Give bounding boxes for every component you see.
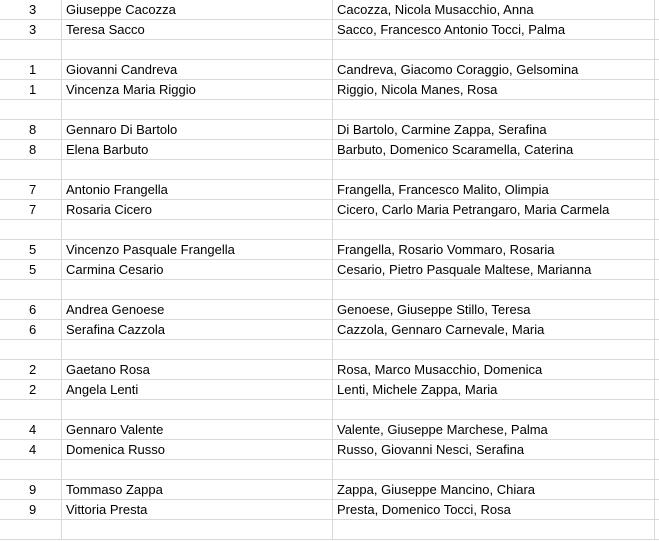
cell-name[interactable]: Carmina Cesario	[62, 260, 333, 279]
cell-number[interactable]	[0, 340, 62, 359]
cell-number[interactable]: 4	[0, 440, 62, 459]
cell-number[interactable]	[0, 160, 62, 179]
cell-parents[interactable]	[333, 400, 655, 419]
cell-number[interactable]: 5	[0, 240, 62, 259]
table-row	[0, 260, 659, 280]
table-row	[0, 20, 659, 40]
table-row	[0, 240, 659, 260]
table-row	[0, 460, 659, 480]
table-row	[0, 60, 659, 80]
cell-name[interactable]: Gennaro Valente	[62, 420, 333, 439]
table-row	[0, 180, 659, 200]
cell-parents[interactable]	[333, 100, 655, 119]
cell-number[interactable]	[0, 520, 62, 539]
cell-name[interactable]: Vincenza Maria Riggio	[62, 80, 333, 99]
table-row	[0, 380, 659, 400]
cell-name[interactable]: Antonio Frangella	[62, 180, 333, 199]
cell-name[interactable]: Giovanni Candreva	[62, 60, 333, 79]
cell-name[interactable]	[62, 160, 333, 179]
cell-name[interactable]: Vittoria Presta	[62, 500, 333, 519]
table-row	[0, 520, 659, 540]
cell-parents[interactable]	[333, 280, 655, 299]
cell-number[interactable]	[0, 100, 62, 119]
cell-parents[interactable]: Cacozza, Nicola Musacchio, Anna	[333, 0, 655, 19]
cell-parents[interactable]: Cicero, Carlo Maria Petrangaro, Maria Carmela	[333, 200, 655, 219]
cell-parents[interactable]: Barbuto, Domenico Scaramella, Caterina	[333, 140, 655, 159]
cell-parents[interactable]	[333, 520, 655, 539]
cell-parents[interactable]	[333, 460, 655, 479]
cell-parents[interactable]: Zappa, Giuseppe Mancino, Chiara	[333, 480, 655, 499]
cell-name[interactable]	[62, 520, 333, 539]
cell-name[interactable]: Giuseppe Cacozza	[62, 0, 333, 19]
cell-number[interactable]: 4	[0, 420, 62, 439]
table-row	[0, 360, 659, 380]
cell-number[interactable]: 9	[0, 500, 62, 519]
table-row	[0, 200, 659, 220]
table-row	[0, 480, 659, 500]
cell-name[interactable]: Elena Barbuto	[62, 140, 333, 159]
table-row	[0, 160, 659, 180]
cell-parents[interactable]: Russo, Giovanni Nesci, Serafina	[333, 440, 655, 459]
cell-name[interactable]: Angela Lenti	[62, 380, 333, 399]
cell-number[interactable]: 1	[0, 80, 62, 99]
cell-name[interactable]: Domenica Russo	[62, 440, 333, 459]
cell-parents[interactable]: Frangella, Rosario Vommaro, Rosaria	[333, 240, 655, 259]
cell-name[interactable]: Teresa Sacco	[62, 20, 333, 39]
cell-parents[interactable]: Cazzola, Gennaro Carnevale, Maria	[333, 320, 655, 339]
cell-number[interactable]	[0, 220, 62, 239]
cell-number[interactable]	[0, 280, 62, 299]
cell-number[interactable]: 5	[0, 260, 62, 279]
cell-parents[interactable]: Genoese, Giuseppe Stillo, Teresa	[333, 300, 655, 319]
cell-number[interactable]: 2	[0, 360, 62, 379]
table-row	[0, 400, 659, 420]
cell-parents[interactable]: Valente, Giuseppe Marchese, Palma	[333, 420, 655, 439]
cell-parents[interactable]	[333, 340, 655, 359]
cell-name[interactable]: Serafina Cazzola	[62, 320, 333, 339]
cell-name[interactable]	[62, 400, 333, 419]
table-row	[0, 300, 659, 320]
cell-number[interactable]: 3	[0, 20, 62, 39]
cell-number[interactable]: 8	[0, 120, 62, 139]
cell-name[interactable]	[62, 220, 333, 239]
cell-name[interactable]: Andrea Genoese	[62, 300, 333, 319]
cell-parents[interactable]: Sacco, Francesco Antonio Tocci, Palma	[333, 20, 655, 39]
cell-parents[interactable]: Cesario, Pietro Pasquale Maltese, Marianna	[333, 260, 655, 279]
table-row	[0, 140, 659, 160]
cell-number[interactable]: 6	[0, 320, 62, 339]
cell-number[interactable]: 8	[0, 140, 62, 159]
cell-number[interactable]	[0, 460, 62, 479]
table-row	[0, 320, 659, 340]
cell-number[interactable]: 6	[0, 300, 62, 319]
cell-parents[interactable]: Presta, Domenico Tocci, Rosa	[333, 500, 655, 519]
table-row	[0, 420, 659, 440]
cell-number[interactable]: 2	[0, 380, 62, 399]
cell-name[interactable]: Rosaria Cicero	[62, 200, 333, 219]
cell-parents[interactable]: Rosa, Marco Musacchio, Domenica	[333, 360, 655, 379]
cell-parents[interactable]: Riggio, Nicola Manes, Rosa	[333, 80, 655, 99]
cell-name[interactable]	[62, 340, 333, 359]
cell-number[interactable]: 3	[0, 0, 62, 19]
cell-parents[interactable]	[333, 40, 655, 59]
cell-name[interactable]	[62, 40, 333, 59]
cell-number[interactable]: 7	[0, 200, 62, 219]
cell-parents[interactable]: Candreva, Giacomo Coraggio, Gelsomina	[333, 60, 655, 79]
table-row	[0, 40, 659, 60]
cell-number[interactable]: 7	[0, 180, 62, 199]
cell-name[interactable]: Vincenzo Pasquale Frangella	[62, 240, 333, 259]
table-row	[0, 440, 659, 460]
cell-number[interactable]: 9	[0, 480, 62, 499]
cell-name[interactable]: Gaetano Rosa	[62, 360, 333, 379]
table-row	[0, 100, 659, 120]
cell-parents[interactable]	[333, 160, 655, 179]
cell-name[interactable]	[62, 460, 333, 479]
cell-number[interactable]: 1	[0, 60, 62, 79]
table-row	[0, 340, 659, 360]
cell-name[interactable]	[62, 100, 333, 119]
cell-name[interactable]	[62, 280, 333, 299]
cell-parents[interactable]: Di Bartolo, Carmine Zappa, Serafina	[333, 120, 655, 139]
table-row	[0, 220, 659, 240]
cell-number[interactable]	[0, 40, 62, 59]
cell-name[interactable]: Gennaro Di Bartolo	[62, 120, 333, 139]
cell-parents[interactable]	[333, 220, 655, 239]
table-row	[0, 0, 659, 20]
table-row	[0, 120, 659, 140]
table-row	[0, 280, 659, 300]
cell-name[interactable]: Tommaso Zappa	[62, 480, 333, 499]
cell-number[interactable]	[0, 400, 62, 419]
table-row	[0, 500, 659, 520]
cell-parents[interactable]: Lenti, Michele Zappa, Maria	[333, 380, 655, 399]
table-row	[0, 80, 659, 100]
cell-parents[interactable]: Frangella, Francesco Malito, Olimpia	[333, 180, 655, 199]
